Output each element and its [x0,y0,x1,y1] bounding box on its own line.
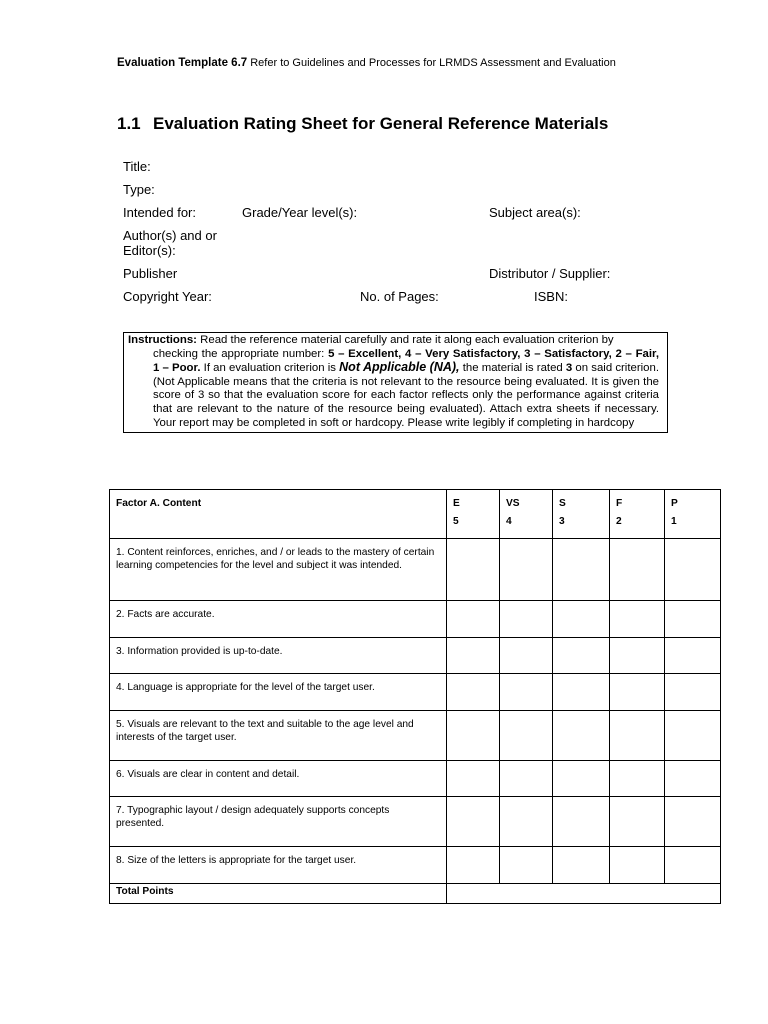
factor-header: Factor A. Content [110,490,447,539]
rating-cell-e[interactable] [447,539,500,601]
rating-header-vs: VS 4 [500,490,553,539]
rating-cell-s[interactable] [553,847,610,884]
rating-cell-f[interactable] [610,797,665,847]
field-grade-level: Grade/Year level(s): [242,205,358,220]
rating-cell-e[interactable] [447,601,500,638]
section-number: 1.1 [117,114,141,133]
rating-cell-p[interactable] [665,674,721,711]
criterion-text: 4. Language is appropriate for the level of the target user. [110,674,447,711]
criterion-text: 7. Typographic layout / design adequately supports concepts presented. [110,797,447,847]
page-header [117,57,651,70]
total-points-cell[interactable] [447,884,721,904]
rating-cell-vs[interactable] [500,601,553,638]
instructions-scale: 5 – Excellent, 4 – Very Satisfactory, 3 – Satisfactory, 2 – Fair, 1 – Poor. [153,347,659,375]
rating-cell-vs[interactable] [500,847,553,884]
rating-cell-p[interactable] [665,761,721,797]
rating-cell-p[interactable] [665,847,721,884]
instructions-text-4: the material is rated [462,362,563,375]
not-applicable-label: Not Applicable (NA), [339,360,460,375]
rating-cell-e[interactable] [447,847,500,884]
rating-cell-vs[interactable] [500,711,553,761]
rating-cell-f[interactable] [610,638,665,674]
rating-cell-f[interactable] [610,711,665,761]
rating-cell-e[interactable] [447,674,500,711]
total-points-label: Total Points [110,884,447,904]
rating-cell-f[interactable] [610,601,665,638]
section-title-text: Evaluation Rating Sheet for General Reference Materials [153,114,609,133]
table-row [110,847,721,884]
table-row [110,638,721,674]
rating-cell-p[interactable] [665,601,721,638]
rating-cell-vs[interactable] [500,761,553,797]
instructions-text-3: If an evaluation criterion is [203,362,336,375]
rating-cell-e[interactable] [447,638,500,674]
field-authors-line1: Author(s) and or [123,228,217,243]
rating-cell-vs[interactable] [500,674,553,711]
rating-cell-s[interactable] [553,711,610,761]
field-copyright-year: Copyright Year: [123,289,212,304]
field-intended-for: Intended for: [123,205,196,220]
template-text: Refer to Guidelines and Processes for LRMDS Assessment and Evaluation [250,57,616,69]
rating-cell-e[interactable] [447,761,500,797]
rating-table [109,489,721,904]
criterion-text: 2. Facts are accurate. [110,601,447,638]
rating-cell-p[interactable] [665,797,721,847]
template-label: Evaluation Template 6.7 [117,57,248,69]
rating-cell-p[interactable] [665,711,721,761]
rating-cell-s[interactable] [553,601,610,638]
field-distributor: Distributor / Supplier: [489,266,611,281]
rating-cell-s[interactable] [553,797,610,847]
rating-header-e: E 5 [447,490,500,539]
rating-cell-s[interactable] [553,539,610,601]
criterion-text: 8. Size of the letters is appropriate for the target user. [110,847,447,884]
rating-header-f: F 2 [610,490,665,539]
instructions-body [128,348,659,431]
field-title: Title: [123,159,151,174]
field-no-of-pages: No. of Pages: [360,289,439,304]
rated-value: 3 [565,362,573,375]
criterion-text: 1. Content reinforces, enriches, and / or leads to the mastery of certain learning competencies for the level and subject it was intended. [110,539,447,601]
rating-cell-vs[interactable] [500,797,553,847]
criterion-text: 6. Visuals are clear in content and detail. [110,761,447,797]
field-subject-area: Subject area(s): [489,205,581,220]
field-type: Type: [123,182,155,197]
total-row [110,884,721,904]
instructions-text-5: on said criterion. (Not Applicable means that the criteria is not relevant to the resource being evaluated. It is given the score of 3 so that the evaluation score for each factor reflects only the performance against criteria that are relevant to the nature of the resource being evaluated). Attach extra sheets if necessary. Your report may be completed in soft or hardcopy. Please write legibly if completing in hardcopy [153,362,659,429]
field-isbn: ISBN: [534,289,568,304]
rating-cell-p[interactable] [665,638,721,674]
table-row [110,539,721,601]
instructions-text-1: Read the reference material carefully and rate it along each evaluation criterion by [200,334,614,346]
rating-cell-f[interactable] [610,539,665,601]
rating-cell-e[interactable] [447,797,500,847]
rating-cell-p[interactable] [665,539,721,601]
rating-cell-s[interactable] [553,638,610,674]
criterion-text: 5. Visuals are relevant to the text and suitable to the age level and interests of the target user. [110,711,447,761]
rating-cell-e[interactable] [447,711,500,761]
table-row [110,797,721,847]
table-row [110,711,721,761]
instructions-label: Instructions: [128,334,197,346]
rating-cell-s[interactable] [553,761,610,797]
rating-cell-vs[interactable] [500,638,553,674]
table-row [110,601,721,638]
criterion-text: 3. Information provided is up-to-date. [110,638,447,674]
rating-cell-f[interactable] [610,847,665,884]
rating-cell-f[interactable] [610,761,665,797]
rating-header-s: S 3 [553,490,610,539]
rating-cell-vs[interactable] [500,539,553,601]
instructions-box [123,332,668,433]
section-title [117,114,608,134]
rating-header-p: P 1 [665,490,721,539]
rating-cell-s[interactable] [553,674,610,711]
field-publisher: Publisher [123,266,178,281]
table-row [110,674,721,711]
rating-cell-f[interactable] [610,674,665,711]
table-row [110,761,721,797]
field-authors-line2: Editor(s): [123,243,176,258]
table-header-row [110,490,721,539]
instructions-text-2: checking the appropriate number: [153,347,325,360]
